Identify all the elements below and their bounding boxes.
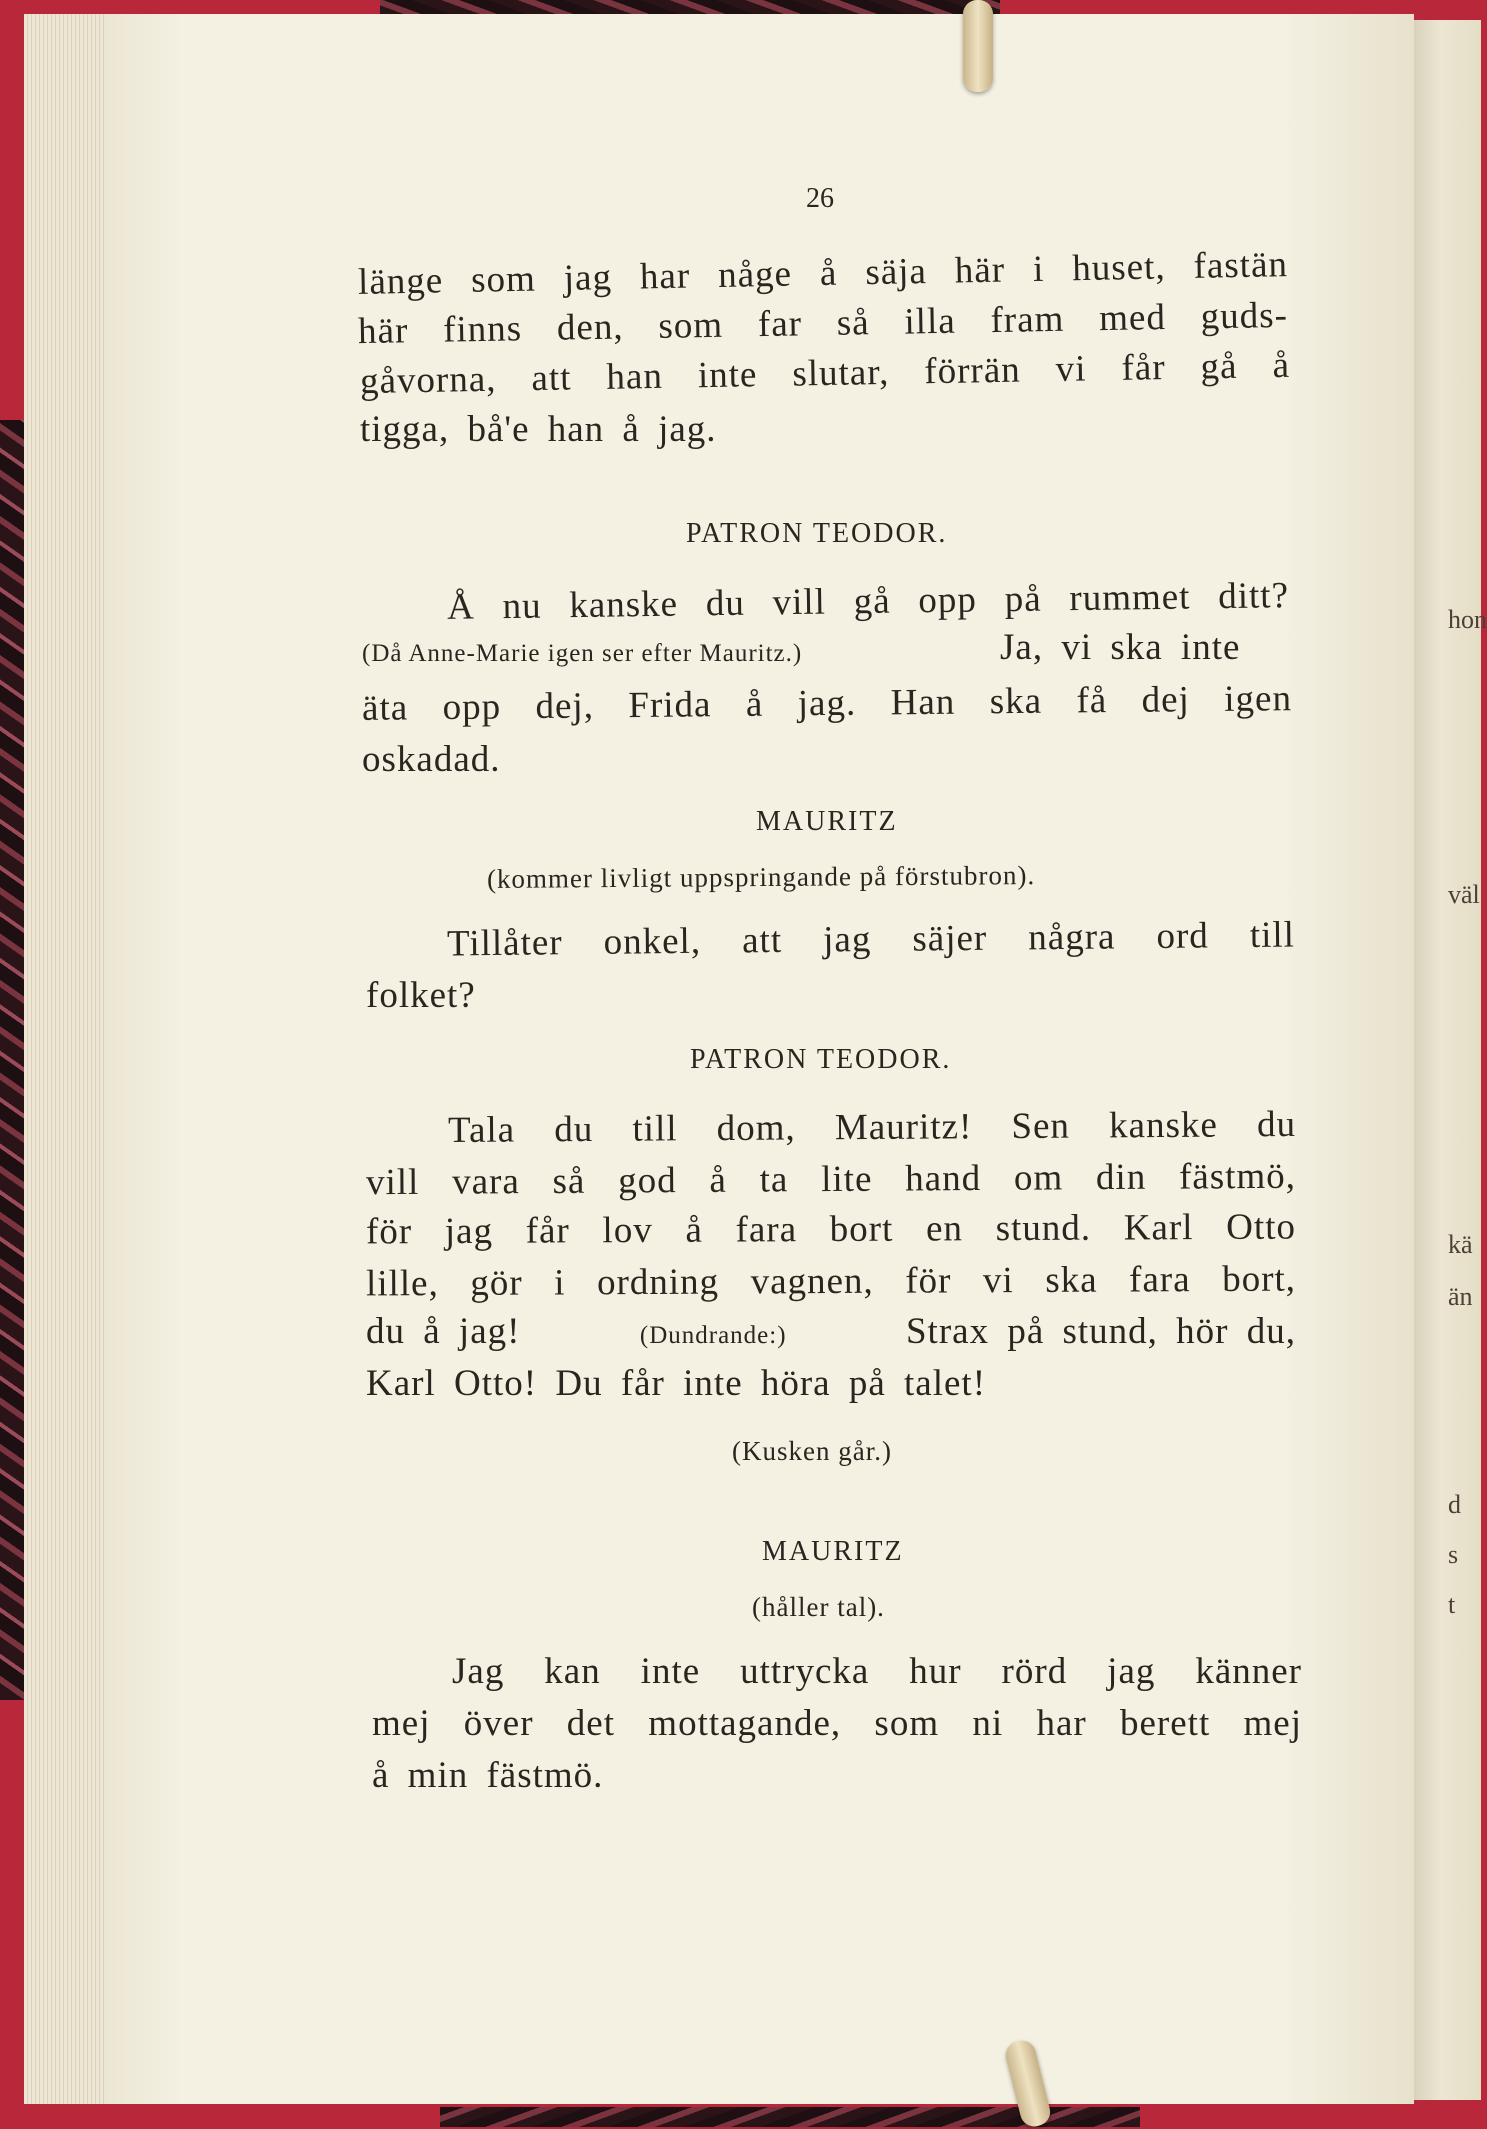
adjacent-fragment: kä xyxy=(1448,1230,1473,1259)
text-line: å min fästmö. xyxy=(372,1755,604,1796)
text-line: Jag kan inte uttrycka hur rörd jag känner xyxy=(452,1651,1302,1692)
stage-direction: (Då Anne-Marie igen ser efter Mauritz.) xyxy=(362,640,803,667)
speaker-name: MAURITZ xyxy=(756,806,898,837)
text-line: gåvorna, att han inte slutar, förrän vi får gå å xyxy=(359,344,1291,403)
adjacent-fragment: väl xyxy=(1448,880,1480,909)
text-segment: du å jag! xyxy=(366,1311,521,1352)
page-number: 26 xyxy=(806,183,834,214)
stage-direction: (Kusken går.) xyxy=(732,1436,892,1466)
stage-direction: (håller tal). xyxy=(752,1592,885,1622)
text-line: Tala du till dom, Mauritz! Sen kanske du xyxy=(447,1104,1297,1151)
text-line: här finns den, som far så illa fram med guds- xyxy=(357,294,1289,353)
stage-direction: (kommer livligt uppspringande på förstubron). xyxy=(486,860,1036,894)
text-line: Tillåter onkel, att jag säjer några ord till xyxy=(446,914,1296,965)
adjacent-fragment: hon xyxy=(1448,605,1487,634)
text-line: tigga, bå'e han å jag. xyxy=(360,409,717,450)
text-line: folket? xyxy=(366,975,476,1016)
stage-direction: (Dundrande:) xyxy=(639,1322,787,1349)
speaker-name: PATRON TEODOR. xyxy=(690,1044,952,1075)
text-line: mej över det mottagande, som ni har berett mej xyxy=(372,1703,1302,1744)
speaker-name: PATRON TEODOR. xyxy=(686,518,948,549)
page-clip-top xyxy=(963,0,993,92)
text-line: vill vara så god å ta lite hand om din fästmö, xyxy=(365,1155,1297,1204)
speaker-name: MAURITZ xyxy=(762,1536,904,1567)
text-line: för jag får lov å fara bort en stund. Karl Otto xyxy=(365,1206,1297,1253)
text-segment: Strax på stund, hör du, xyxy=(905,1311,1296,1352)
text-line-mixed xyxy=(366,1310,1296,1353)
text-line: Karl Otto! Du får inte höra på talet! xyxy=(366,1363,987,1404)
page-edges xyxy=(24,14,115,2104)
adjacent-fragment: t xyxy=(1448,1590,1456,1619)
text-line: oskadad. xyxy=(362,739,501,780)
text-line: lille, gör i ordning vagnen, för vi ska fara bort, xyxy=(365,1258,1297,1305)
adjacent-fragment: s xyxy=(1448,1540,1459,1569)
text-line-mixed xyxy=(362,640,802,668)
text-line: länge som jag har någe å säja här i huset, fastän xyxy=(357,244,1289,303)
text-line: äta opp dej, Frida å jag. Han ska få dej igen xyxy=(361,678,1293,729)
adjacent-page xyxy=(1414,20,1487,2100)
text-line: Ja, vi ska inte xyxy=(1000,627,1241,668)
adjacent-fragment: än xyxy=(1448,1282,1473,1311)
adjacent-fragment: d xyxy=(1448,1490,1461,1519)
text-line: Å nu kanske du vill gå opp på rummet ditt? xyxy=(446,575,1290,628)
